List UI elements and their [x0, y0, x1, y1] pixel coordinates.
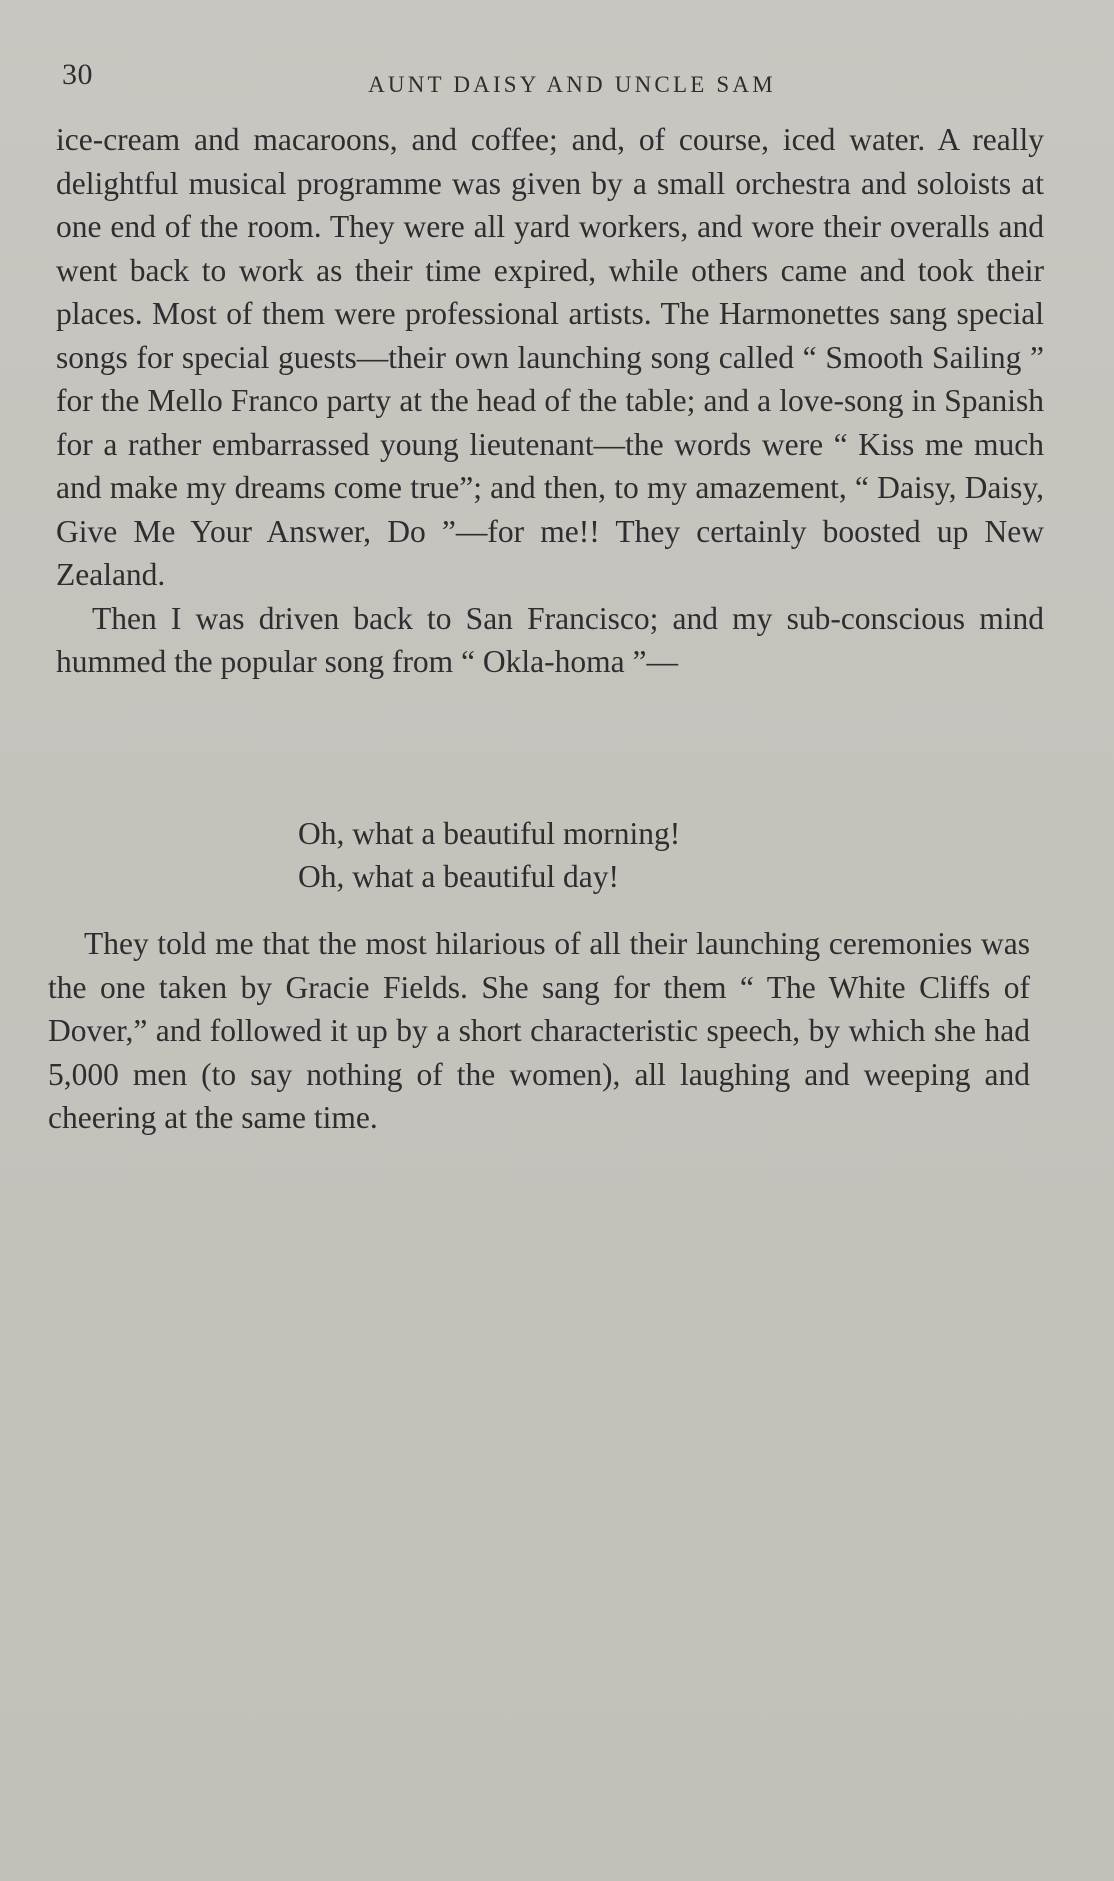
paragraph: ice-cream and macaroons, and coffee; and, of course, iced water. A really delightful musical programme was given by a small orchestra and soloists at one end of the room. They were all yard workers, and wore their overalls and went back to work as their time expired, while others came and took their places. Most of them were professional artists. The Harmonettes sang special songs for special guests—their own launching song called “ Smooth Sailing ” for the Mello Franco party at the head of the table; and a love-song in Spanish for a rather embarrassed young lieutenant—the words were “ Kiss me much and make my dreams come true”; and then, to my amazement, “ Daisy, Daisy, Give Me Your Answer, Do ”—for me!! They certainly boosted up New Zealand.	[56, 122, 1044, 592]
verse-line: Oh, what a beautiful morning!	[298, 816, 681, 851]
verse-line: Oh, what a beautiful day!	[298, 859, 620, 894]
body-text-lower	[48, 922, 1030, 1140]
paragraph: Then I was driven back to San Francisco; and my sub-conscious mind hummed the popular song from “ Okla-homa ”—	[56, 600, 1044, 679]
body-text-upper	[56, 118, 1044, 684]
song-verse	[298, 812, 680, 898]
paragraph: They told me that the most hilarious of all their launching ceremonies was the one taken by Gracie Fields. She sang for them “ The White Cliffs of Dover,” and followed it up by a short characteristic speech, by which she had 5,000 men (to say nothing of the women), all laughing and weeping and cheering at the same time.	[48, 926, 1030, 1135]
running-title: AUNT DAISY AND UNCLE SAM	[368, 72, 776, 97]
page-number: 30	[62, 58, 93, 91]
